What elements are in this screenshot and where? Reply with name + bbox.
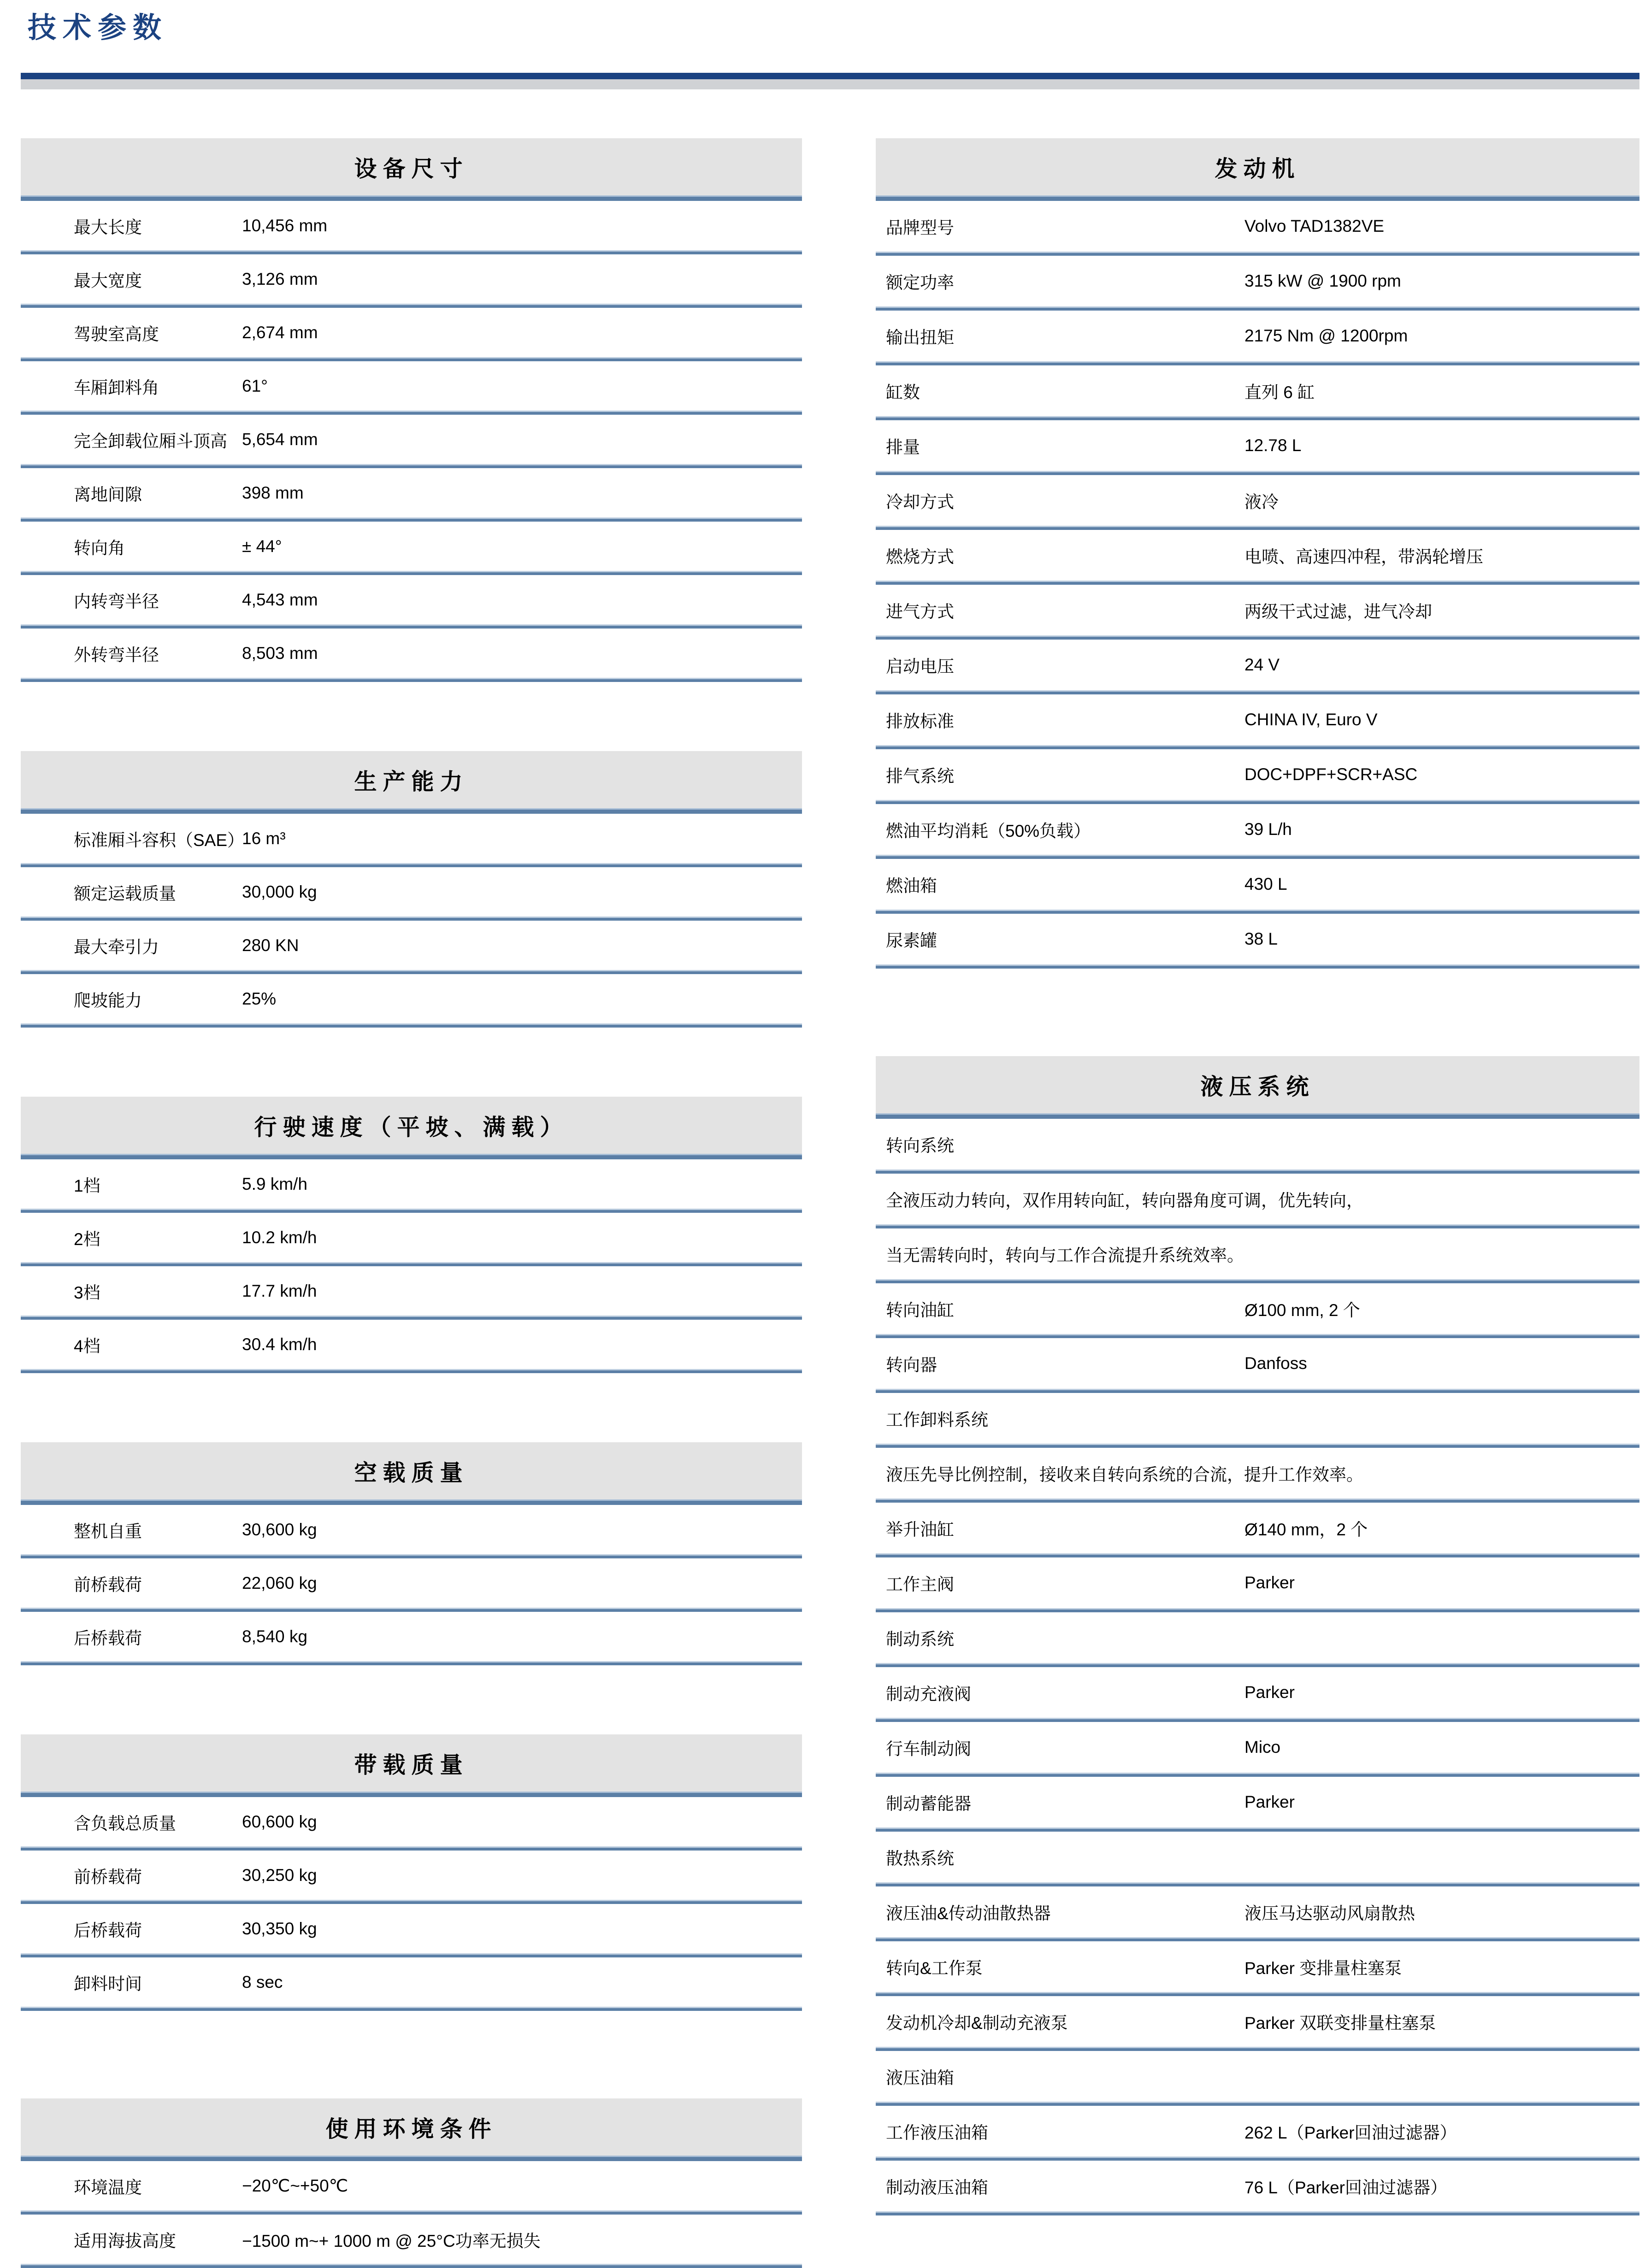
spec-row: [21, 1797, 802, 1846]
spec-row-value: 8 sec: [242, 1972, 283, 1992]
spec-row: [21, 921, 802, 970]
spec-row: [876, 585, 1639, 635]
spec-row-value: 24 V: [1244, 655, 1280, 674]
spec-row-value: 60,600 kg: [242, 1812, 317, 1831]
spec-row: [876, 640, 1639, 690]
spec-row-value: Ø100 mm, 2 个: [1244, 1301, 1360, 1320]
row-divider: [21, 1792, 802, 1797]
spec-row-label: 冷却方式: [886, 493, 954, 511]
spec-row: [876, 365, 1639, 416]
spec-table-header: 液压系统: [876, 1056, 1639, 1113]
spec-row: [21, 1320, 802, 1369]
spec-row: [876, 1557, 1639, 1608]
spec-row-value: 76 L（Parker回油过滤器）: [1244, 2178, 1447, 2197]
row-divider: [21, 195, 802, 201]
spec-row-value: 398 mm: [242, 483, 304, 502]
spec-row-value: 12.78 L: [1244, 436, 1302, 455]
spec-row-label: 完全卸载位厢斗顶高: [74, 431, 227, 451]
row-divider: [21, 571, 802, 575]
spec-row-label: 工作卸料系统: [886, 1410, 988, 1429]
spec-row-value: 液冷: [1244, 493, 1279, 511]
spec-row-value: 61°: [242, 376, 268, 395]
row-divider: [21, 2007, 802, 2011]
spec-row-label: 当无需转向时，转向与工作合流提升系统效率。: [886, 1246, 1244, 1265]
spec-row-value: 8,503 mm: [242, 643, 318, 663]
spec-row-value: 30,000 kg: [242, 882, 317, 901]
spec-row-value: Parker 变排量柱塞泵: [1244, 1959, 1402, 1978]
spec-row-label: 1档: [74, 1176, 100, 1195]
row-divider: [876, 1498, 1639, 1503]
spec-row-label: 外转弯半径: [74, 645, 159, 664]
spec-table-header: 带载质量: [21, 1734, 802, 1792]
spec-row-label: 离地间隙: [74, 485, 142, 504]
spec-row-value: 38 L: [1244, 929, 1278, 948]
spec-row-label: 后桥载荷: [74, 1628, 142, 1648]
spec-row-value: 262 L（Parker回油过滤器）: [1244, 2123, 1457, 2142]
spec-row-label: 额定运载质量: [74, 884, 176, 903]
row-divider: [876, 1773, 1639, 1777]
spec-row-value: 280 KN: [242, 935, 299, 955]
spec-row-label: 转向&工作泵: [886, 1959, 983, 1978]
row-divider: [876, 800, 1639, 804]
spec-table-带载质量: [21, 1734, 802, 2011]
row-divider: [876, 1224, 1639, 1228]
row-divider: [21, 1661, 802, 1665]
row-divider: [876, 416, 1639, 420]
spec-row-label: 后桥载荷: [74, 1921, 142, 1940]
row-divider: [21, 1209, 802, 1213]
title-divider: [21, 73, 1639, 89]
row-divider: [876, 471, 1639, 475]
row-divider: [876, 1937, 1639, 1941]
spec-row-label: 缸数: [886, 383, 920, 402]
spec-table-空载质量: [21, 1442, 802, 1665]
spec-table-发动机: [876, 138, 1639, 969]
spec-row-label: 工作主阀: [886, 1575, 954, 1594]
spec-table-header: 生产能力: [21, 751, 802, 808]
spec-row-label: 发动机冷却&制动充液泵: [886, 2014, 1068, 2033]
spec-row-label: 环境温度: [74, 2178, 142, 2197]
spec-row: [876, 530, 1639, 581]
spec-row-value: 直列 6 缸: [1244, 383, 1315, 402]
spec-row: [21, 1851, 802, 1900]
spec-row: [876, 1886, 1639, 1937]
spec-row: [21, 2161, 802, 2210]
spec-row: [21, 1213, 802, 1262]
row-divider: [21, 1554, 802, 1558]
spec-row: [21, 468, 802, 517]
row-divider: [21, 304, 802, 308]
spec-row-value: 30,600 kg: [242, 1520, 317, 1539]
row-divider: [876, 1882, 1639, 1886]
row-divider: [21, 1608, 802, 1612]
spec-row-label: 排量: [886, 438, 920, 457]
row-divider: [876, 1827, 1639, 1832]
spec-row: [876, 256, 1639, 306]
spec-row-value: 39 L/h: [1244, 820, 1292, 839]
spec-row: [21, 1159, 802, 1209]
spec-row-value: −1500 m~+ 1000 m @ 25°C功率无损失: [242, 2231, 541, 2250]
spec-row: [876, 1667, 1639, 1718]
spec-row: [21, 1558, 802, 1608]
row-divider: [21, 250, 802, 254]
row-divider: [21, 1262, 802, 1266]
spec-table-header: 行驶速度（平坡、满载）: [21, 1097, 802, 1154]
spec-row-label: 2档: [74, 1229, 100, 1249]
spec-row: [876, 2051, 1639, 2102]
spec-row-label: 燃油平均消耗（50%负载）: [886, 822, 1091, 840]
table-spacer: [21, 2011, 802, 2098]
row-divider: [21, 1499, 802, 1505]
spec-table-header: 使用环境条件: [21, 2098, 802, 2156]
right-column: [876, 138, 1639, 2215]
row-divider: [876, 1389, 1639, 1393]
row-divider: [21, 1953, 802, 1957]
spec-row: [876, 694, 1639, 745]
row-divider: [876, 690, 1639, 694]
spec-row-label: 爬坡能力: [74, 991, 142, 1010]
spec-row-label: 额定功率: [886, 273, 954, 292]
row-divider: [21, 2264, 802, 2268]
spec-table-行驶速度-平坡-满载: [21, 1097, 802, 1373]
table-spacer: [21, 1373, 802, 1442]
spec-row-label: 标准厢斗容积（SAE）: [74, 830, 245, 850]
row-divider: [876, 1113, 1639, 1119]
row-divider: [21, 517, 802, 522]
spec-row-value: 315 kW @ 1900 rpm: [1244, 271, 1401, 290]
spec-row-value: 2,674 mm: [242, 323, 318, 342]
spec-row-label: 举升油缸: [886, 1520, 954, 1539]
row-divider: [876, 526, 1639, 530]
spec-row: [876, 749, 1639, 800]
spec-row-label: 行车制动阀: [886, 1739, 971, 1758]
row-divider: [876, 1279, 1639, 1283]
spec-row: [876, 1283, 1639, 1334]
row-divider: [876, 910, 1639, 914]
row-divider: [21, 1369, 802, 1373]
row-divider: [21, 2156, 802, 2161]
row-divider: [876, 2211, 1639, 2215]
row-divider: [876, 2047, 1639, 2051]
spec-row-value: CHINA IV, Euro V: [1244, 710, 1378, 729]
spec-row-value: Danfoss: [1244, 1354, 1307, 1373]
spec-row-label: 启动电压: [886, 657, 954, 676]
row-divider: [876, 1553, 1639, 1557]
spec-row: [876, 2161, 1639, 2211]
spec-row: [876, 1119, 1639, 1169]
spec-row: [21, 254, 802, 304]
row-divider: [876, 1169, 1639, 1174]
row-divider: [21, 2210, 802, 2215]
row-divider: [21, 1316, 802, 1320]
row-divider: [876, 1992, 1639, 1996]
spec-row: [876, 1612, 1639, 1663]
spec-row-label: 最大长度: [74, 217, 142, 237]
row-divider: [21, 357, 802, 361]
row-divider: [876, 745, 1639, 749]
spec-row-value: Parker: [1244, 1573, 1295, 1592]
spec-row: [876, 1228, 1639, 1279]
row-divider: [21, 863, 802, 867]
spec-row-value: 30,350 kg: [242, 1919, 317, 1938]
row-divider: [21, 917, 802, 921]
row-divider: [876, 1663, 1639, 1667]
spec-table-header: 发动机: [876, 138, 1639, 195]
spec-row-label: 品牌型号: [886, 218, 954, 237]
spec-row-label: 最大宽度: [74, 271, 142, 290]
row-divider: [21, 678, 802, 682]
spec-row-label: 转向器: [886, 1356, 937, 1375]
spec-row: [21, 1505, 802, 1554]
spec-row-label: 前桥载荷: [74, 1575, 142, 1594]
spec-row-value: DOC+DPF+SCR+ASC: [1244, 765, 1418, 784]
page-title: 技术参数: [28, 12, 168, 44]
spec-row-value: 液压马达驱动风扇散热: [1244, 1904, 1415, 1923]
row-divider: [876, 1444, 1639, 1448]
spec-row-value: 10.2 km/h: [242, 1228, 317, 1247]
spec-row-label: 适用海拔高度: [74, 2231, 176, 2250]
spec-table-设备尺寸: [21, 138, 802, 682]
row-divider: [876, 361, 1639, 365]
row-divider: [21, 624, 802, 629]
spec-row: [876, 1941, 1639, 1992]
row-divider: [21, 1846, 802, 1851]
row-divider: [21, 808, 802, 814]
spec-row-value: 22,060 kg: [242, 1573, 317, 1592]
spec-row: [21, 974, 802, 1023]
spec-row-value: Parker: [1244, 1683, 1295, 1702]
spec-row-label: 转向系统: [886, 1136, 954, 1155]
spec-row: [21, 522, 802, 571]
spec-table-header: 设备尺寸: [21, 138, 802, 195]
spec-row-label: 燃烧方式: [886, 547, 954, 566]
spec-row: [876, 1393, 1639, 1444]
left-column: [21, 138, 802, 2268]
table-spacer: [21, 682, 802, 751]
spec-row: [21, 361, 802, 411]
spec-row-value: 10,456 mm: [242, 216, 328, 235]
spec-row-label: 进气方式: [886, 602, 954, 621]
spec-row: [876, 859, 1639, 910]
spec-row: [876, 914, 1639, 964]
table-spacer: [876, 969, 1639, 1056]
spec-row-value: 两级干式过滤，进气冷却: [1244, 602, 1432, 621]
spec-row-value: −20℃~+50℃: [242, 2176, 348, 2195]
row-divider: [21, 1023, 802, 1028]
spec-row: [21, 308, 802, 357]
spec-row-value: ± 44°: [242, 536, 282, 556]
row-divider: [21, 1154, 802, 1159]
row-divider: [876, 635, 1639, 640]
spec-row-value: 3,126 mm: [242, 269, 318, 288]
spec-row-label: 内转弯半径: [74, 592, 159, 611]
spec-row: [21, 415, 802, 464]
spec-row-label: 排放标准: [886, 712, 954, 731]
spec-row-value: Parker 双联变排量柱塞泵: [1244, 2014, 1436, 2033]
spec-row-value: 2175 Nm @ 1200rpm: [1244, 326, 1408, 345]
row-divider: [21, 411, 802, 415]
spec-row: [876, 475, 1639, 526]
table-spacer: [21, 1665, 802, 1734]
spec-row: [21, 575, 802, 624]
spec-row-value: 4,543 mm: [242, 590, 318, 609]
spec-row-label: 尿素罐: [886, 931, 937, 950]
title-divider-gray-bar: [21, 79, 1639, 89]
spec-row-value: 5,654 mm: [242, 429, 318, 449]
spec-row-label: 制动蓄能器: [886, 1794, 971, 1813]
spec-row-label: 车厢卸料角: [74, 378, 159, 397]
spec-row: [876, 420, 1639, 471]
spec-row-value: 430 L: [1244, 875, 1287, 893]
spec-row-value: 30,250 kg: [242, 1865, 317, 1885]
spec-row: [21, 201, 802, 250]
spec-row-label: 整机自重: [74, 1522, 142, 1541]
spec-row-label: 制动系统: [886, 1630, 954, 1649]
spec-row-label: 4档: [74, 1336, 100, 1356]
row-divider: [21, 464, 802, 468]
row-divider: [21, 970, 802, 974]
spec-row-label: 液压油箱: [886, 2068, 954, 2087]
row-divider: [876, 2102, 1639, 2106]
spec-row-label: 3档: [74, 1283, 100, 1302]
spec-table-header: 空载质量: [21, 1442, 802, 1499]
spec-row-value: 5.9 km/h: [242, 1174, 307, 1193]
row-divider: [876, 252, 1639, 256]
spec-row: [876, 1338, 1639, 1389]
spec-row-label: 前桥载荷: [74, 1867, 142, 1886]
spec-row: [876, 1503, 1639, 1553]
spec-row-value: 16 m³: [242, 828, 286, 848]
spec-row-value: 电喷、高速四冲程，带涡轮增压: [1244, 547, 1483, 566]
spec-row-label: 转向油缸: [886, 1301, 954, 1320]
spec-row-label: 散热系统: [886, 1849, 954, 1868]
spec-row-value: 17.7 km/h: [242, 1281, 317, 1300]
spec-table-液压系统: [876, 1056, 1639, 2215]
spec-row-label: 液压油&传动油散热器: [886, 1904, 1051, 1923]
title-divider-navy-bar: [21, 73, 1639, 79]
row-divider: [876, 2156, 1639, 2161]
spec-row-label: 最大牵引力: [74, 937, 159, 957]
row-divider: [876, 195, 1639, 201]
spec-row: [21, 814, 802, 863]
spec-row: [876, 1722, 1639, 1773]
spec-row-value: Parker: [1244, 1792, 1295, 1811]
spec-row-value: 25%: [242, 989, 277, 1008]
spec-row-label: 转向角: [74, 538, 125, 558]
row-divider: [876, 306, 1639, 311]
spec-row-label: 燃油箱: [886, 876, 937, 895]
row-divider: [876, 964, 1639, 969]
spec-row: [21, 867, 802, 917]
spec-row-label: 驾驶室高度: [74, 324, 159, 344]
table-spacer: [21, 1028, 802, 1097]
spec-row: [21, 1266, 802, 1316]
spec-row: [21, 1612, 802, 1661]
row-divider: [876, 1608, 1639, 1612]
spec-row-value: Mico: [1244, 1738, 1281, 1757]
spec-table-使用环境条件: [21, 2098, 802, 2268]
spec-row-label: 卸料时间: [74, 1974, 142, 1993]
spec-row: [876, 1996, 1639, 2047]
spec-row-value: Volvo TAD1382VE: [1244, 217, 1385, 235]
row-divider: [876, 581, 1639, 585]
spec-row-label: 输出扭矩: [886, 328, 954, 347]
row-divider: [876, 1334, 1639, 1338]
spec-row: [876, 1777, 1639, 1827]
spec-row-label: 制动液压油箱: [886, 2178, 988, 2197]
spec-row-label: 排气系统: [886, 767, 954, 786]
spec-row-value: 30.4 km/h: [242, 1334, 317, 1354]
row-divider: [876, 1718, 1639, 1722]
spec-table-生产能力: [21, 751, 802, 1028]
spec-row-label: 全液压动力转向，双作用转向缸，转向器角度可调，优先转向，: [886, 1191, 1363, 1210]
spec-row: [876, 311, 1639, 361]
spec-row: [876, 804, 1639, 855]
spec-row-value: 8,540 kg: [242, 1627, 307, 1646]
spec-row: [876, 201, 1639, 252]
row-divider: [21, 1900, 802, 1904]
spec-row: [876, 2106, 1639, 2156]
spec-row-label: 液压先导比例控制，接收来自转向系统的合流，提升工作效率。: [886, 1465, 1363, 1484]
spec-row: [876, 1174, 1639, 1224]
spec-row: [21, 629, 802, 678]
spec-row: [876, 1832, 1639, 1882]
spec-row: [21, 2215, 802, 2264]
spec-row: [21, 1957, 802, 2007]
spec-row-label: 含负载总质量: [74, 1814, 176, 1833]
spec-row: [876, 1448, 1639, 1498]
row-divider: [876, 855, 1639, 859]
spec-row-value: Ø140 mm，2 个: [1244, 1520, 1368, 1539]
spec-row: [21, 1904, 802, 1953]
spec-row-label: 工作液压油箱: [886, 2123, 988, 2142]
spec-row-label: 制动充液阀: [886, 1685, 971, 1704]
